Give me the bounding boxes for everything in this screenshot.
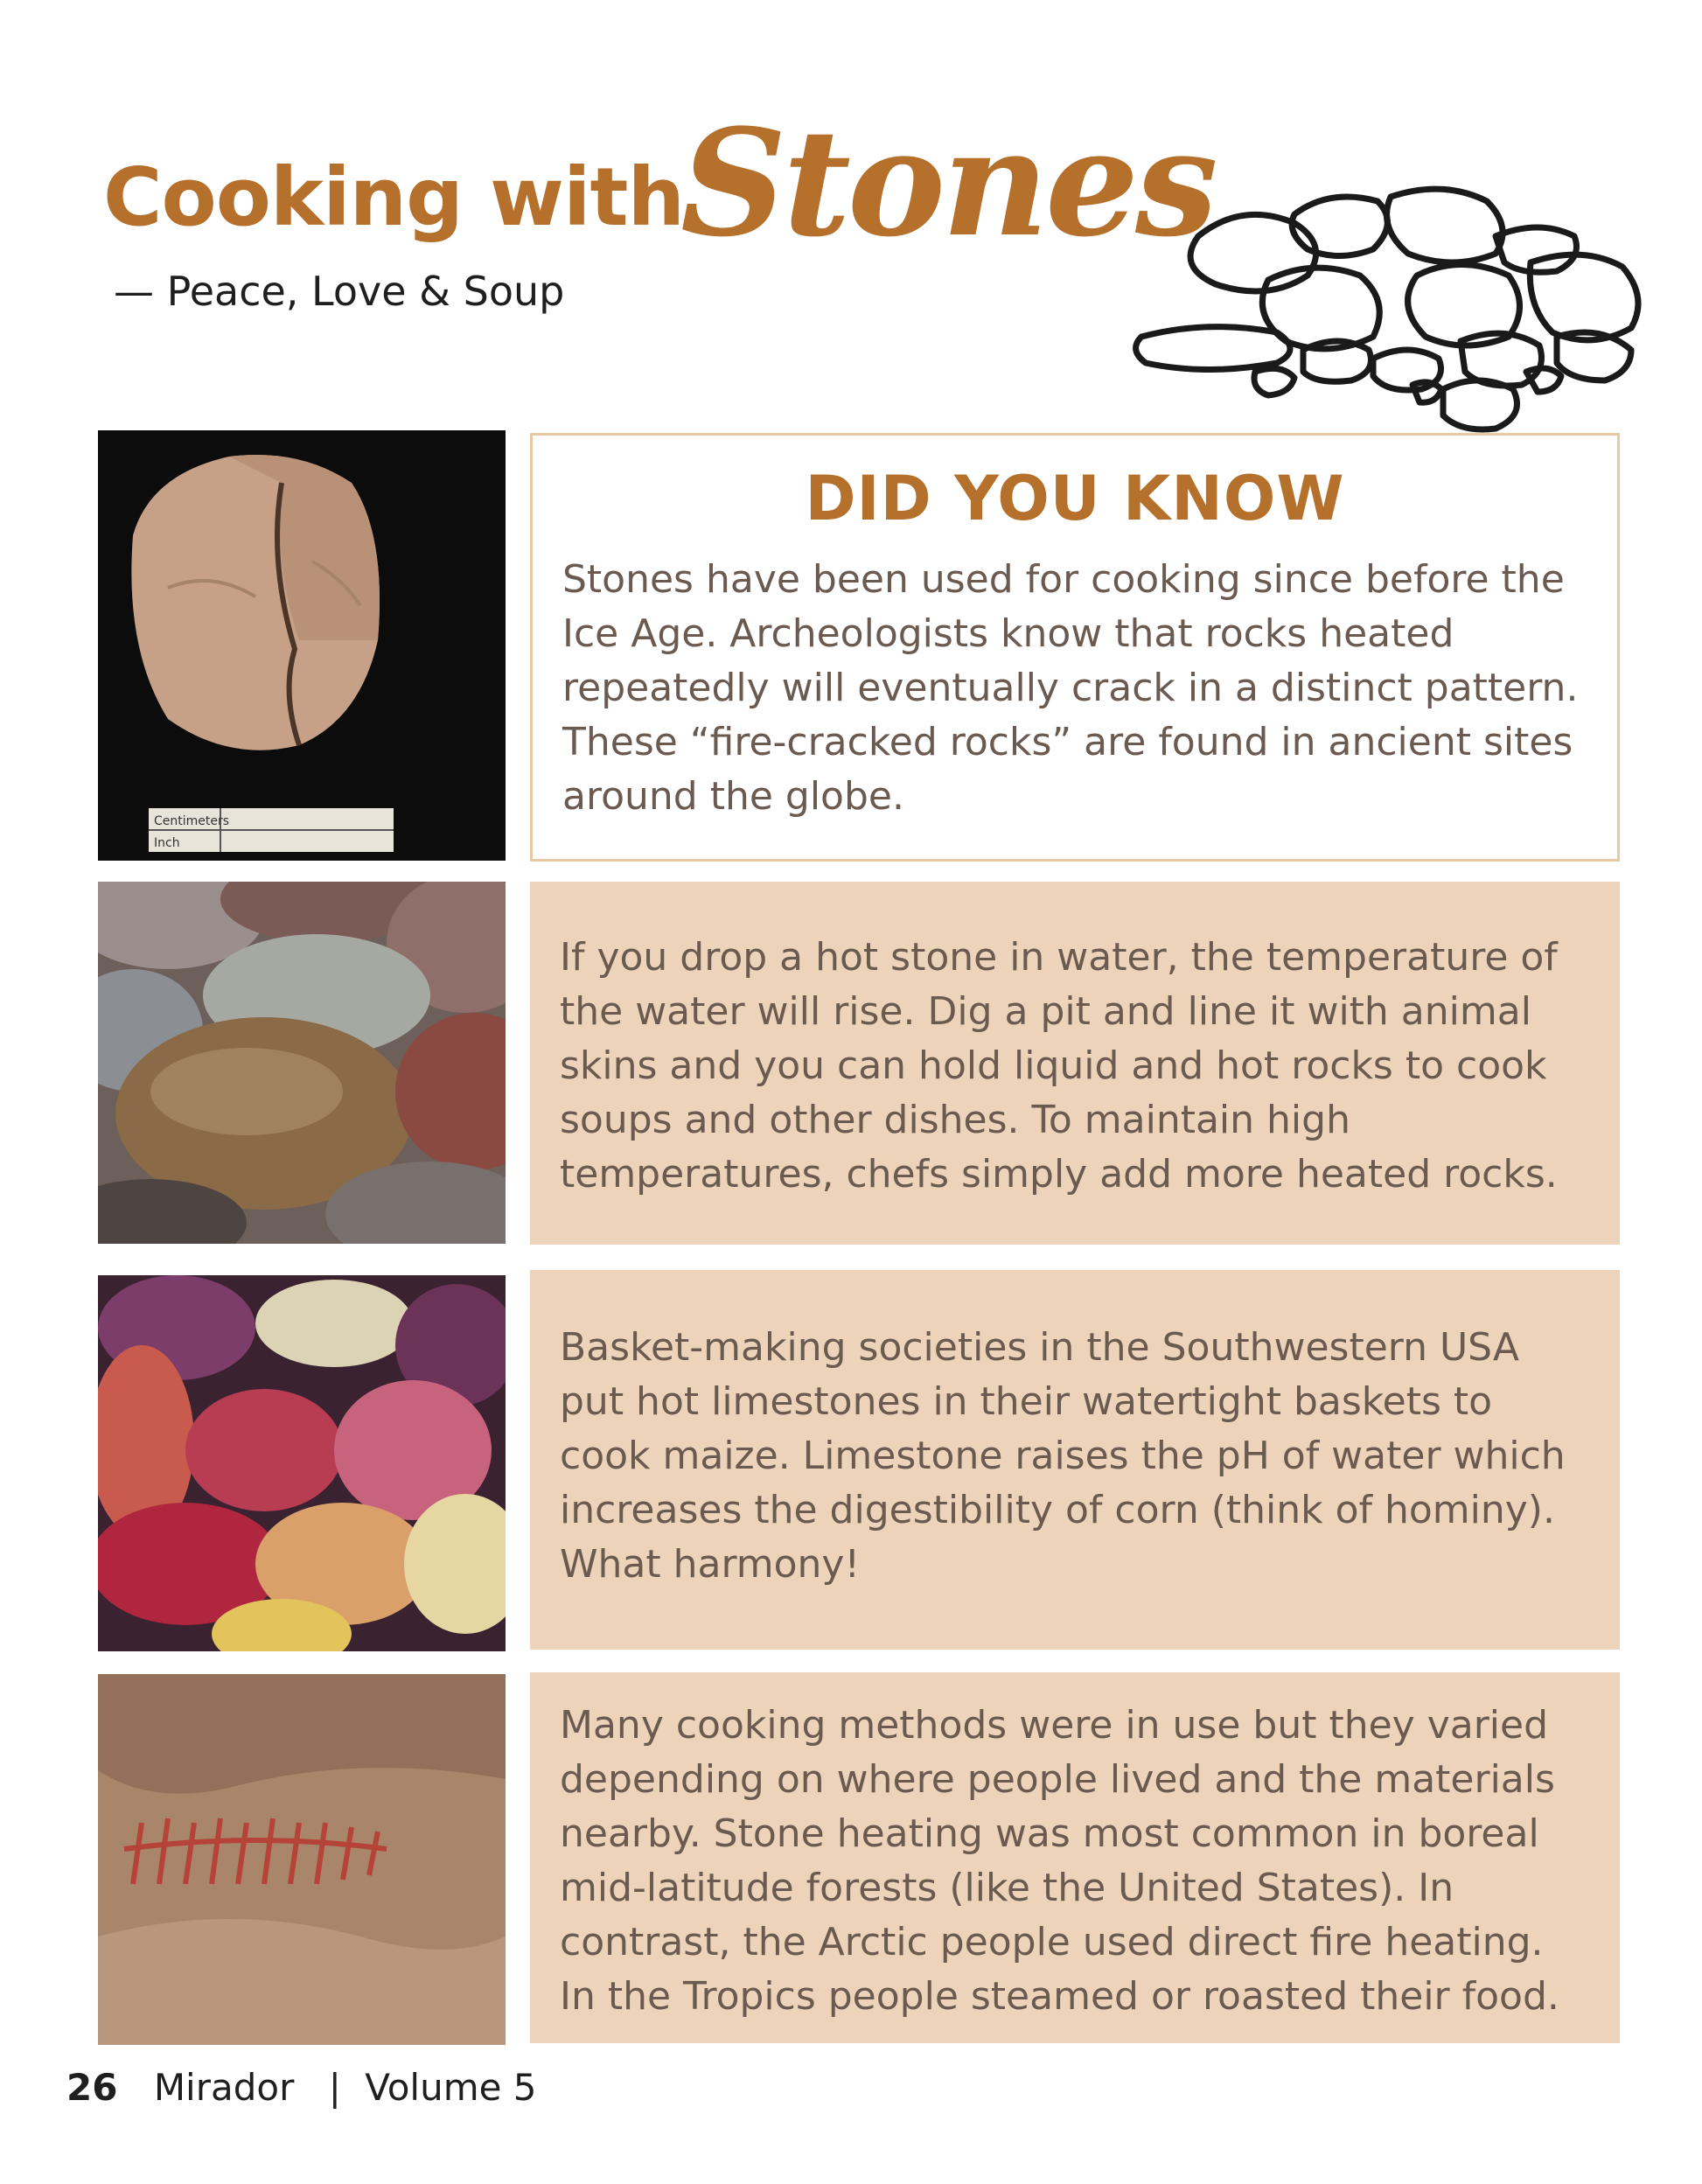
section-2-text: If you drop a hot stone in water, the temperature of the water will rise. Dig a pit and line it with animal skins and you can hold liquid and hot rocks to cook soups and other dishes. To maintain high temperatures, chefs simply add more heated rocks.: [560, 935, 1558, 1197]
title-prefix: Cooking with: [103, 150, 685, 244]
subtitle: — Peace, Love & Soup: [114, 268, 565, 315]
did-you-know-heading: DID YOU KNOW: [805, 463, 1345, 534]
publication-name: Mirador: [153, 2066, 295, 2109]
section-1-text: Stones have been used for cooking since before the Ice Age. Archeologists know that rocks heated repeatedly will eventually crack in a distinct pattern. These “fire-cracked rocks” are found in ancient sites around the globe.: [562, 557, 1579, 819]
stones-illustration: [1128, 175, 1653, 437]
page-title: [103, 96, 1240, 271]
page-number: 26: [66, 2066, 118, 2109]
title-script: Stones: [680, 96, 1215, 269]
scale-label-centimeters: Centimeters: [154, 814, 230, 828]
hot-stone-water-box: [530, 882, 1620, 1245]
did-you-know-box: [530, 433, 1620, 862]
basket-maize-box: [530, 1270, 1620, 1650]
cave-painting-photo: [98, 1674, 506, 2045]
footer-separator: |: [328, 2066, 341, 2109]
volume-label: Volume 5: [365, 2066, 537, 2109]
maize-photo: [98, 1275, 506, 1651]
section-4-text: Many cooking methods were in use but they varied depending on where people lived and the materials nearby. Stone heating was most common in boreal mid-latitude forests (like the United States). In contrast, the Arctic people used direct fire heating. In the Tropics people steamed or roasted their food.: [560, 1703, 1559, 2019]
scale-label-inch: Inch: [154, 836, 180, 850]
cooking-methods-box: [530, 1672, 1620, 2043]
page-footer: [66, 2066, 537, 2109]
section-3-text: Basket-making societies in the Southwestern USA put hot limestones in their watertight baskets to cook maize. Limestone raises the pH of water which increases the digestibility of corn (think of hominy). What harmony!: [560, 1325, 1566, 1587]
river-stones-photo: [98, 882, 506, 1244]
fire-cracked-rock-photo: [98, 430, 506, 861]
